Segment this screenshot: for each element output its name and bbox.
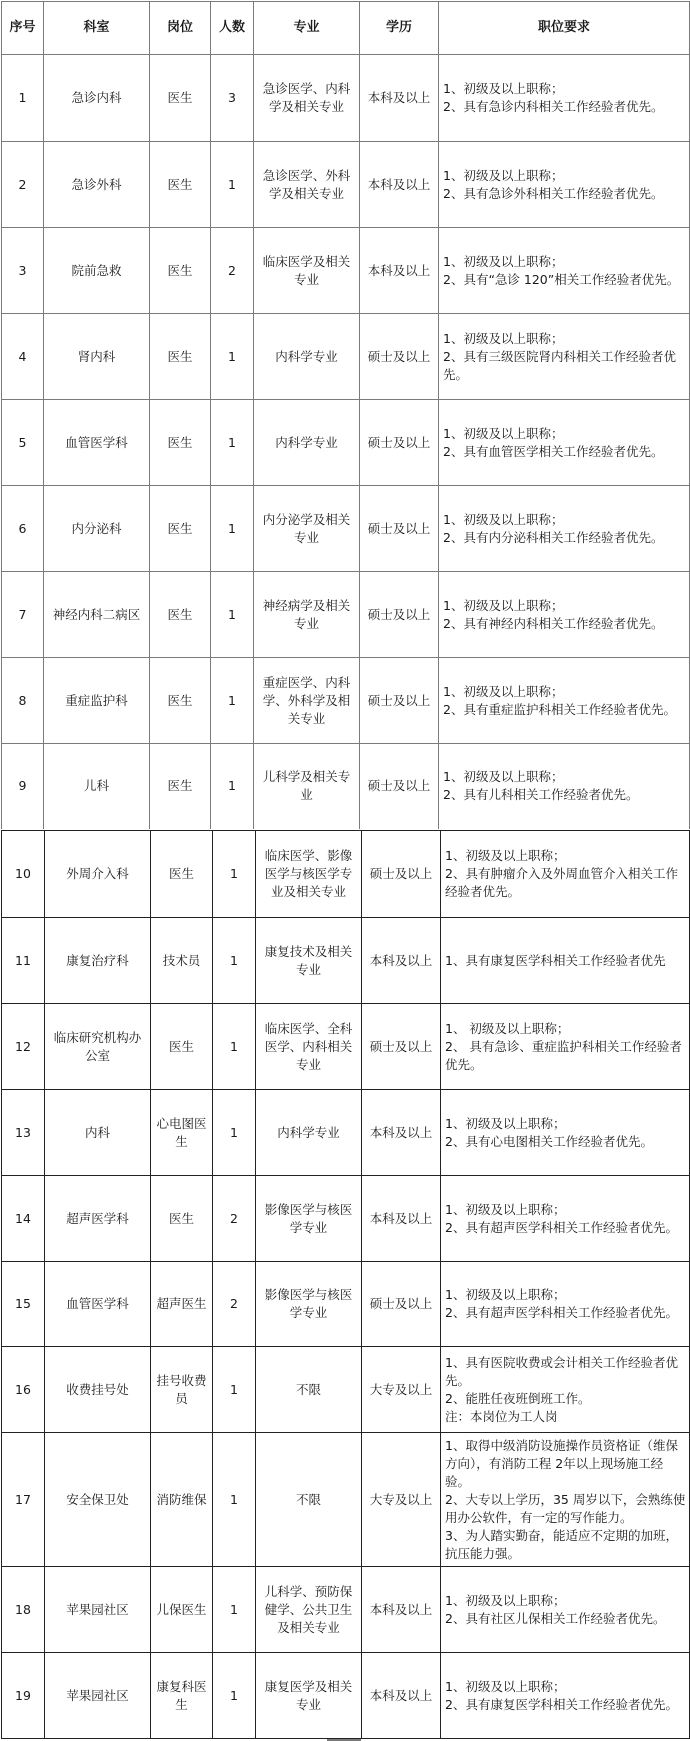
headcount-cell: 2	[213, 1262, 256, 1347]
position-cell: 挂号收费员	[151, 1347, 213, 1433]
row-number-cell: 7	[2, 572, 44, 658]
row-number-cell: 3	[2, 228, 44, 314]
department-cell: 安全保卫处	[45, 1433, 151, 1567]
department-cell: 神经内科二病区	[44, 572, 150, 658]
education-cell: 本科及以上	[360, 142, 439, 228]
position-cell: 儿保医生	[151, 1567, 213, 1653]
major-cell: 内科学专业	[254, 314, 360, 400]
header-count: 人数	[211, 2, 254, 55]
education-cell: 本科及以上	[360, 55, 439, 142]
requirement-line: 1、初级及以上职称；	[445, 1287, 566, 1302]
position-cell: 医生	[150, 572, 211, 658]
requirement-line: 2、具有急诊外科相关工作经验者优先。	[443, 185, 664, 201]
table-row	[2, 142, 690, 228]
major-cell: 儿科学、预防保健学、公共卫生及相关专业	[256, 1567, 362, 1653]
table-row	[2, 1090, 690, 1176]
department-cell: 急诊外科	[44, 142, 150, 228]
headcount-cell: 1	[211, 314, 254, 400]
row-number-cell: 15	[2, 1262, 45, 1347]
education-cell: 大专及以上	[362, 1347, 441, 1433]
requirement-line: 2、大专以上学历，35 周岁以下，会熟练使用办公软件，有一定的写作能力。	[445, 1491, 686, 1525]
education-cell: 本科及以上	[362, 918, 441, 1004]
row-number-cell: 13	[2, 1090, 45, 1176]
requirement-line: 2、具有超声医学科相关工作经验者优先。	[445, 1305, 678, 1320]
department-cell: 外周介入科	[45, 831, 151, 918]
headcount-cell: 1	[213, 1433, 256, 1567]
requirements-cell	[439, 658, 690, 744]
row-number-cell: 1	[2, 55, 44, 142]
requirement-line: 2、具有社区儿保相关工作经验者优先。	[445, 1610, 666, 1626]
table-row	[2, 1176, 690, 1262]
requirement-line: 2、具有超声医学科相关工作经验者优先。	[445, 1219, 678, 1235]
requirement-line: 1、初级及以上职称；	[443, 253, 564, 269]
row-number-cell: 8	[2, 658, 44, 744]
requirements-cell	[441, 1653, 690, 1739]
row-number-cell: 16	[2, 1347, 45, 1433]
education-cell: 硕士及以上	[360, 486, 439, 572]
header-dept: 科室	[44, 2, 150, 55]
education-cell: 硕士及以上	[362, 1262, 441, 1347]
education-cell: 硕士及以上	[360, 572, 439, 658]
headcount-cell: 1	[213, 1567, 256, 1653]
requirements-cell	[441, 1433, 690, 1567]
headcount-cell: 1	[211, 572, 254, 658]
row-number-cell: 17	[2, 1433, 45, 1567]
requirements-cell	[439, 572, 690, 658]
education-cell: 硕士及以上	[362, 831, 441, 918]
major-cell: 影像医学与核医学专业	[256, 1176, 362, 1262]
table-row	[2, 831, 690, 918]
requirement-line: 3、为人踏实勤奋，能适应不定期的加班，抗压能力强。	[445, 1527, 678, 1561]
major-cell: 临床医学、影像医学与核医学专业及相关专业	[256, 831, 362, 918]
headcount-cell: 2	[213, 1176, 256, 1262]
row-number-cell: 12	[2, 1004, 45, 1090]
position-cell: 医生	[150, 228, 211, 314]
requirement-line: 1、初级及以上职称；	[443, 167, 564, 183]
requirement-line: 2、具有三级医院肾内科相关工作经验者优先。	[443, 348, 676, 382]
requirement-line: 1、初级及以上职称；	[445, 1115, 566, 1131]
table-row	[2, 486, 690, 572]
department-cell: 苹果园社区	[45, 1567, 151, 1653]
department-cell: 康复治疗科	[45, 918, 151, 1004]
requirement-line: 1、初级及以上职称；	[443, 683, 564, 699]
major-cell: 急诊医学、外科学及相关专业	[254, 142, 360, 228]
requirements-cell	[439, 744, 690, 829]
requirements-cell	[441, 1347, 690, 1433]
table-row	[2, 400, 690, 486]
headcount-cell: 2	[211, 228, 254, 314]
department-cell: 超声医学科	[45, 1176, 151, 1262]
table-row	[2, 228, 690, 314]
requirements-cell	[439, 142, 690, 228]
major-cell: 神经病学及相关专业	[254, 572, 360, 658]
requirement-line: 1、初级及以上职称；	[443, 769, 564, 785]
requirement-line: 1、初级及以上职称；	[445, 848, 566, 863]
requirements-cell	[439, 314, 690, 400]
requirements-cell	[439, 228, 690, 314]
headcount-cell: 1	[213, 1004, 256, 1090]
requirement-line: 2、具有重症监护科相关工作经验者优先。	[443, 701, 676, 717]
education-cell: 硕士及以上	[360, 658, 439, 744]
education-cell: 本科及以上	[362, 1567, 441, 1653]
requirement-line: 1、初级及以上职称；	[443, 81, 564, 96]
major-cell: 内科学专业	[256, 1090, 362, 1176]
education-cell: 硕士及以上	[360, 400, 439, 486]
position-cell: 心电图医生	[151, 1090, 213, 1176]
table-row	[2, 1653, 690, 1739]
requirement-line: 1、初级及以上职称；	[443, 330, 564, 346]
table-row	[2, 658, 690, 744]
job-table-part-2	[1, 830, 690, 1739]
requirements-cell	[439, 55, 690, 142]
row-number-cell: 5	[2, 400, 44, 486]
major-cell: 临床医学及相关专业	[254, 228, 360, 314]
row-number-cell: 14	[2, 1176, 45, 1262]
department-cell: 内分泌科	[44, 486, 150, 572]
requirements-cell	[439, 400, 690, 486]
requirements-cell	[441, 918, 690, 1004]
table-row	[2, 1347, 690, 1433]
requirement-line: 1、初级及以上职称；	[445, 1678, 566, 1694]
row-number-cell: 11	[2, 918, 45, 1004]
position-cell: 医生	[151, 1176, 213, 1262]
headcount-cell: 1	[211, 142, 254, 228]
requirement-line: 2、具有急诊内科相关工作经验者优先。	[443, 99, 664, 114]
major-cell: 儿科学及相关专业	[254, 744, 360, 829]
table-row	[2, 572, 690, 658]
education-cell: 本科及以上	[362, 1653, 441, 1739]
department-cell: 临床研究机构办公室	[45, 1004, 151, 1090]
department-cell: 重症监护科	[44, 658, 150, 744]
requirement-line: 1、取得中级消防设施操作员资格证（维保方向），有消防工程 2年以上现场施工经验。	[445, 1437, 678, 1489]
major-cell: 康复医学及相关专业	[256, 1653, 362, 1739]
position-cell: 医生	[150, 658, 211, 744]
headcount-cell: 1	[211, 658, 254, 744]
headcount-cell: 1	[213, 1347, 256, 1433]
major-cell: 急诊医学、内科学及相关专业	[254, 55, 360, 142]
position-cell: 技术员	[151, 918, 213, 1004]
headcount-cell: 1	[211, 400, 254, 486]
headcount-cell: 1	[213, 831, 256, 918]
requirement-line: 2、 具有急诊、重症监护科相关工作经验者优先。	[445, 1038, 682, 1072]
department-cell: 院前急救	[44, 228, 150, 314]
department-cell: 收费挂号处	[45, 1347, 151, 1433]
table-header-row	[2, 2, 690, 55]
department-cell: 内科	[45, 1090, 151, 1176]
job-table-part-1	[1, 1, 690, 829]
headcount-cell: 3	[211, 55, 254, 142]
table-row	[2, 1262, 690, 1347]
education-cell: 硕士及以上	[360, 744, 439, 829]
position-cell: 医生	[150, 486, 211, 572]
position-cell: 医生	[150, 142, 211, 228]
requirement-line: 1、具有医院收费或会计相关工作经验者优先。	[445, 1354, 678, 1388]
requirement-line: 2、具有儿科相关工作经验者优先。	[443, 787, 639, 803]
requirements-cell	[441, 831, 690, 918]
requirement-line: 2、具有神经内科相关工作经验者优先。	[443, 615, 664, 631]
position-cell: 医生	[150, 314, 211, 400]
requirements-cell	[439, 486, 690, 572]
row-number-cell: 19	[2, 1653, 45, 1739]
education-cell: 本科及以上	[360, 228, 439, 314]
major-cell: 临床医学、全科医学、内科相关专业	[256, 1004, 362, 1090]
department-cell: 苹果园社区	[45, 1653, 151, 1739]
requirements-cell	[441, 1567, 690, 1653]
major-cell: 不限	[256, 1433, 362, 1567]
department-cell: 血管医学科	[45, 1262, 151, 1347]
department-cell: 儿科	[44, 744, 150, 829]
row-number-cell: 10	[2, 831, 45, 918]
department-cell: 血管医学科	[44, 400, 150, 486]
major-cell: 康复技术及相关专业	[256, 918, 362, 1004]
position-cell: 超声医生	[151, 1262, 213, 1347]
requirements-cell	[441, 1262, 690, 1347]
requirement-line: 1、初级及以上职称；	[443, 425, 564, 441]
requirements-cell	[441, 1004, 690, 1090]
header-edu: 学历	[360, 2, 439, 55]
requirement-line: 1、初级及以上职称；	[443, 511, 564, 527]
headcount-cell: 1	[211, 486, 254, 572]
position-cell: 医生	[150, 744, 211, 829]
requirement-line: 1、 初级及以上职称；	[445, 1020, 570, 1036]
requirements-cell	[441, 1176, 690, 1262]
requirement-line: 2、具有康复医学科相关工作经验者优先。	[445, 1696, 678, 1712]
major-cell: 内科学专业	[254, 400, 360, 486]
position-cell: 医生	[151, 1004, 213, 1090]
requirement-line: 注：本岗位为工人岗	[445, 1408, 558, 1424]
row-number-cell: 6	[2, 486, 44, 572]
header-major: 专业	[254, 2, 360, 55]
position-cell: 医生	[150, 400, 211, 486]
row-number-cell: 4	[2, 314, 44, 400]
education-cell: 硕士及以上	[360, 314, 439, 400]
table-row	[2, 918, 690, 1004]
education-cell: 本科及以上	[362, 1090, 441, 1176]
education-cell: 硕士及以上	[362, 1004, 441, 1090]
headcount-cell: 1	[213, 1090, 256, 1176]
table-row	[2, 1004, 690, 1090]
header-post: 岗位	[150, 2, 211, 55]
requirement-line: 1、初级及以上职称；	[445, 1201, 566, 1217]
position-cell: 康复科医生	[151, 1653, 213, 1739]
requirement-line: 1、具有康复医学科相关工作经验者优先	[445, 952, 666, 968]
requirement-line: 2、具有肿瘤介入及外周血管介入相关工作经验者优先。	[445, 866, 678, 899]
requirement-line: 1、初级及以上职称；	[445, 1592, 566, 1608]
position-cell: 医生	[151, 831, 213, 918]
major-cell: 内分泌学及相关专业	[254, 486, 360, 572]
header-no: 序号	[2, 2, 44, 55]
row-number-cell: 9	[2, 744, 44, 829]
table-row	[2, 744, 690, 829]
department-cell: 急诊内科	[44, 55, 150, 142]
headcount-cell: 1	[213, 918, 256, 1004]
row-number-cell: 18	[2, 1567, 45, 1653]
requirements-cell	[441, 1090, 690, 1176]
position-cell: 医生	[150, 55, 211, 142]
requirement-line: 2、具有血管医学相关工作经验者优先。	[443, 443, 664, 459]
table-row	[2, 314, 690, 400]
major-cell: 影像医学与核医学专业	[256, 1262, 362, 1347]
requirement-line: 1、初级及以上职称；	[443, 597, 564, 613]
requirement-line: 2、能胜任夜班倒班工作。	[445, 1390, 591, 1406]
headcount-cell: 1	[213, 1653, 256, 1739]
major-cell: 重症医学、内科学、外科学及相关专业	[254, 658, 360, 744]
requirement-line: 2、具有心电图相关工作经验者优先。	[445, 1133, 653, 1149]
header-requirements: 职位要求	[439, 2, 690, 55]
department-cell: 肾内科	[44, 314, 150, 400]
education-cell: 本科及以上	[362, 1176, 441, 1262]
major-cell: 不限	[256, 1347, 362, 1433]
table-row	[2, 1567, 690, 1653]
table-row	[2, 55, 690, 142]
row-number-cell: 2	[2, 142, 44, 228]
requirement-line: 2、具有内分泌科相关工作经验者优先。	[443, 529, 664, 545]
headcount-cell: 1	[211, 744, 254, 829]
requirement-line: 2、具有“急诊 120”相关工作经验者优先。	[443, 271, 680, 287]
education-cell: 大专及以上	[362, 1433, 441, 1567]
table-row	[2, 1433, 690, 1567]
position-cell: 消防维保	[151, 1433, 213, 1567]
